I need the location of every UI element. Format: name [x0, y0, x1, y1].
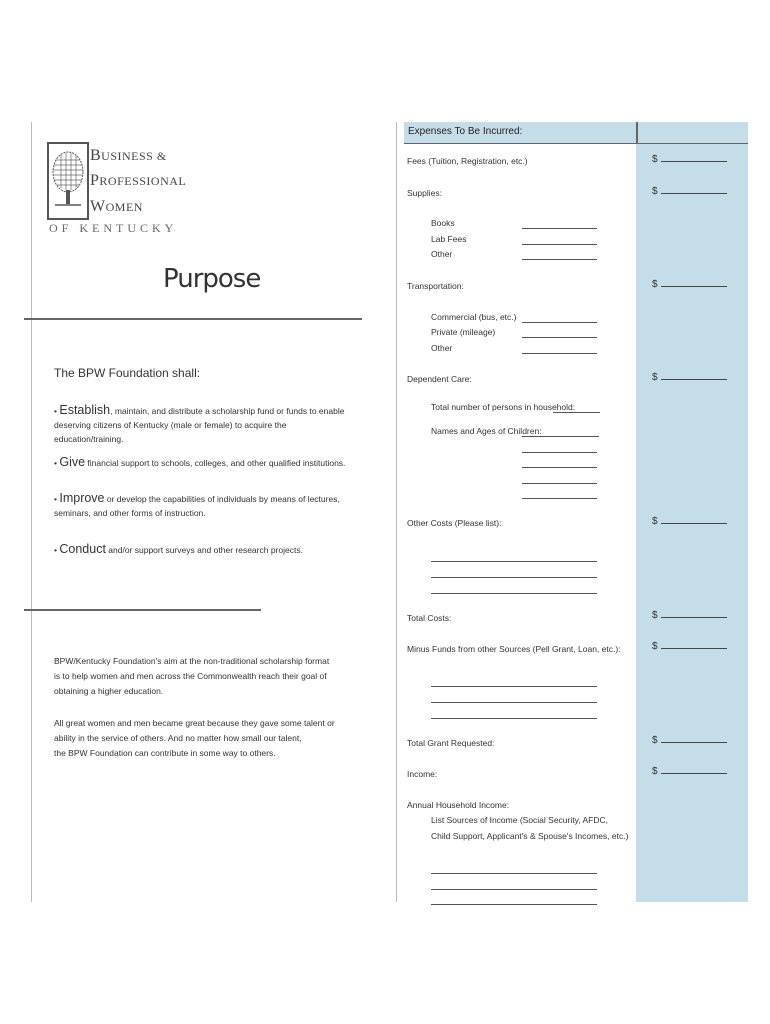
dependent-care-amount-field[interactable]: $ [652, 371, 727, 383]
bullet-establish: • Establish, maintain, and distribute a scholarship fund or funds to enable deserving citizens of Kentucky (male or female) to acquire the education/training. [54, 403, 345, 444]
names-ages-field[interactable] [522, 498, 597, 499]
tree-icon [51, 150, 85, 210]
fees-label: Fees (Tuition, Registration, etc.) [407, 156, 528, 166]
dependent-care-label: Dependent Care: [407, 374, 472, 384]
list-sources-line1: List Sources of Income (Social Security, AFDC, [431, 815, 608, 825]
bpw-logo [47, 142, 89, 220]
bullet-conduct: • Conduct and/or support surveys and other research projects. [54, 542, 303, 556]
income-sources-line[interactable] [431, 873, 597, 874]
supplies-label: Supplies: [407, 188, 442, 198]
bullet-give: • Give financial support to schools, colleges, and other qualified institutions. [54, 455, 346, 469]
other-supplies-label: Other [431, 249, 453, 259]
total-grant-label: Total Grant Requested: [407, 738, 495, 748]
page-title: Purpose [163, 264, 261, 294]
total-persons-field[interactable] [553, 412, 600, 413]
minus-funds-line[interactable] [431, 686, 597, 687]
logo-word-professional: PROFESSIONAL [90, 172, 187, 189]
names-ages-field[interactable] [522, 452, 597, 453]
other-costs-line[interactable] [431, 561, 597, 562]
minus-funds-line[interactable] [431, 702, 597, 703]
other-costs-amount-field[interactable]: $ [652, 515, 727, 527]
total-grant-amount-field[interactable]: $ [652, 734, 727, 746]
names-ages-field[interactable] [522, 467, 597, 468]
other-supplies-field[interactable] [522, 259, 597, 260]
foundation-intro: The BPW Foundation shall: [54, 366, 201, 380]
names-ages-field[interactable] [522, 483, 597, 484]
transportation-label: Transportation: [407, 281, 464, 291]
logo-word-women: WOMEN [90, 198, 143, 215]
title-rule [24, 318, 362, 320]
minus-funds-amount-field[interactable]: $ [652, 640, 727, 652]
commercial-label: Commercial (bus, etc.) [431, 312, 517, 322]
private-field[interactable] [522, 337, 597, 338]
header-rule [404, 143, 748, 144]
other-costs-line[interactable] [431, 577, 597, 578]
other-costs-label: Other Costs (Please list): [407, 518, 502, 528]
private-label: Private (mileage) [431, 327, 496, 337]
great-paragraph: All great women and men became great because they gave some talent or ability in the service of others. And no matter how small our talent, the BPW Foundation can contribute in some way to others. [54, 718, 335, 758]
lab-fees-field[interactable] [522, 244, 597, 245]
minus-funds-label: Minus Funds from other Sources (Pell Grant, Loan, etc.): [407, 644, 621, 654]
names-ages-label: Names and Ages of Children: [431, 426, 542, 436]
names-ages-field[interactable] [522, 436, 599, 437]
commercial-field[interactable] [522, 322, 597, 323]
books-label: Books [431, 218, 455, 228]
income-sources-line[interactable] [431, 889, 597, 890]
minus-funds-line[interactable] [431, 718, 597, 719]
income-sources-line[interactable] [431, 904, 597, 905]
books-field[interactable] [522, 228, 597, 229]
center-fold-line [396, 122, 397, 902]
amount-column [636, 122, 748, 902]
total-costs-amount-field[interactable]: $ [652, 609, 727, 621]
total-persons-label: Total number of persons in household: [431, 402, 576, 412]
other-transport-field[interactable] [522, 353, 597, 354]
left-fold-line [31, 122, 32, 902]
total-costs-label: Total Costs: [407, 613, 452, 623]
expenses-header: Expenses To Be Incurred: [408, 126, 523, 137]
section-rule [24, 609, 261, 611]
fees-amount-field[interactable]: $ [652, 153, 727, 165]
aim-paragraph: BPW/Kentucky Foundation's aim at the non-traditional scholarship format is to help women and men across the Commonwealth reach their goal of obtaining a higher education. [54, 656, 330, 696]
logo-word-business: BUSINESS & [90, 147, 167, 164]
bullet-improve: • Improve or develop the capabilities of individuals by means of lectures, seminars, and other forms of instruction. [54, 491, 340, 518]
supplies-amount-field[interactable]: $ [652, 185, 727, 197]
lab-fees-label: Lab Fees [431, 234, 467, 244]
list-sources-line2: Child Support, Applicant's & Spouse's Incomes, etc.) [431, 831, 629, 841]
other-transport-label: Other [431, 343, 453, 353]
income-label: Income: [407, 769, 438, 779]
transportation-amount-field[interactable]: $ [652, 278, 727, 290]
logo-state: OF KENTUCKY [49, 221, 178, 235]
income-amount-field[interactable]: $ [652, 765, 727, 777]
other-costs-line[interactable] [431, 593, 597, 594]
annual-income-label: Annual Household Income: [407, 800, 510, 810]
